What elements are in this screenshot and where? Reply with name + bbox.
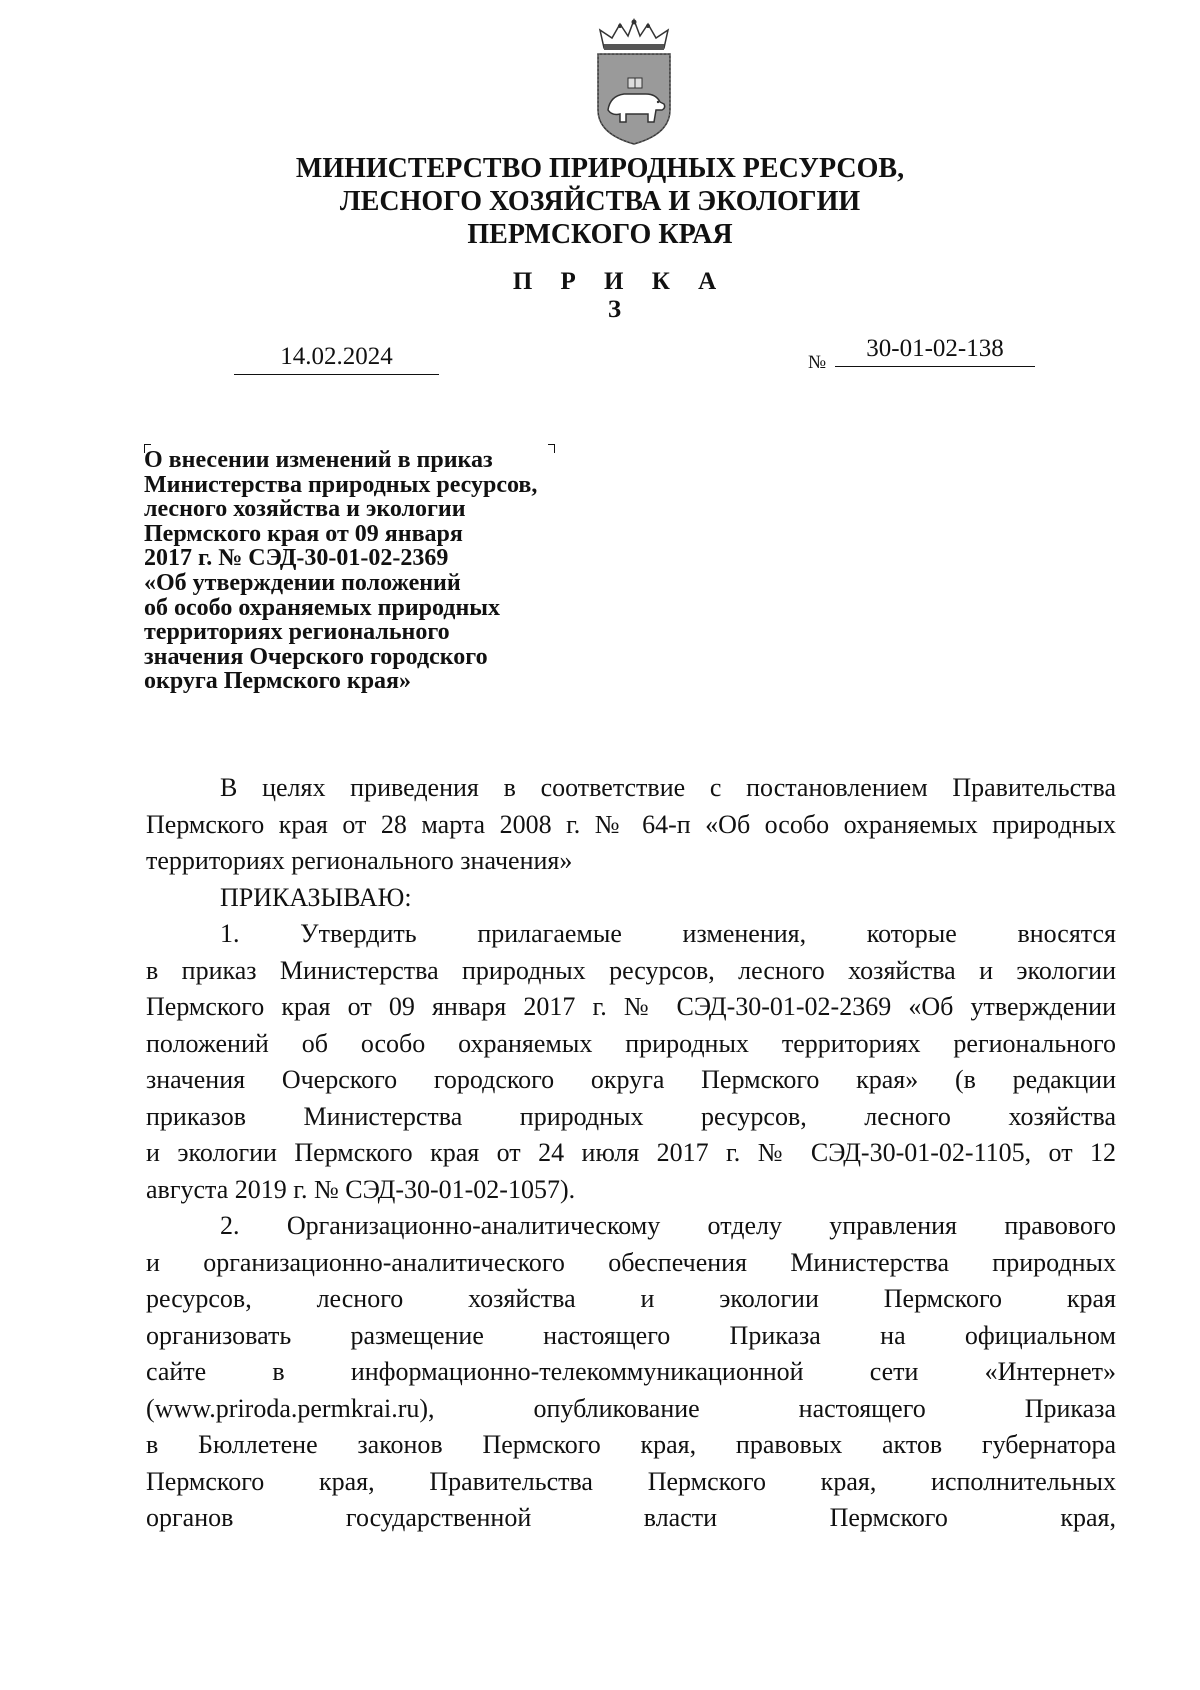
body-line: территориях регионального значения» [146,846,573,875]
body-line: сайте в информационно-телекоммуникационной сети «Интернет» [146,1357,1116,1386]
order-date: 14.02.2024 [234,340,439,375]
subject-line: «Об утверждении положений [144,569,461,596]
subject-line: О внесении изменений в приказ [144,447,493,473]
body-line: 2. Организационно-аналитическому отделу управления правового [220,1211,1116,1240]
subject-line: лесного хозяйства и экологии [144,496,466,523]
body-line: приказов Министерства природных ресурсов, лесного хозяйства [146,1101,1116,1131]
ministry-line: ЛЕСНОГО ХОЗЯЙСТВА И ЭКОЛОГИИ [339,186,861,217]
subject-line: округа Пермского края» [144,668,412,695]
body-line: В целях приведения в соответствие с постановлением Правительства [220,773,1116,802]
body-line: августа 2019 г. № СЭД-30-01-02-1057). [146,1174,576,1204]
body-line: организовать размещение настоящего Приказа на официальном [146,1320,1116,1350]
body-line: (www.priroda.permkrai.ru), опубликование настоящего Приказа [146,1393,1116,1423]
subject-line: 2017 г. № СЭД-30-01-02-2369 [144,545,449,572]
ministry-line: МИНИСТЕРСТВО ПРИРОДНЫХ РЕСУРСОВ, [295,153,905,184]
body-line: ресурсов, лесного хозяйства и экологии Пермского края [146,1284,1116,1313]
subject-line: значения Очерского городского [144,643,488,670]
body-line: и организационно-аналитического обеспечения Министерства природных [146,1247,1116,1277]
number-sign: № [808,352,827,373]
body-line: в Бюллетене законов Пермского края, правовых актов губернатора [146,1430,1116,1459]
ministry-line: ПЕРМСКОГО КРАЯ [467,219,733,250]
document-type-title: П Р И К А З [512,268,728,323]
body-line: в приказ Министерства природных ресурсов, лесного хозяйства и экологии [146,955,1116,985]
order-number: 30-01-02-138 [835,332,1035,367]
body-line: положений об особо охраняемых природных территориях регионального [146,1028,1116,1058]
body-line: и экологии Пермского края от 24 июля 2017 г. № СЭД-30-01-02-1105, от 12 [146,1138,1116,1167]
body-line: Пермского края, Правительства Пермского края, исполнительных [146,1466,1116,1496]
subject-line: Пермского края от 09 января [144,520,463,547]
body-line: ПРИКАЗЫВАЮ: [220,882,412,912]
subject-line: территориях регионального [144,619,450,646]
body-line: значения Очерского городского округа Пермского края» (в редакции [146,1065,1116,1094]
order-subject [144,448,664,694]
subject-line: Министерства природных ресурсов, [144,471,538,498]
perm-krai-coat-of-arms-icon [590,18,678,146]
body-line: Пермского края от 28 марта 2008 г. № 64-п «Об особо охраняемых природных [146,809,1116,839]
order-body [146,770,1116,1537]
subject-line: об особо охраняемых природных [144,594,501,621]
body-line: 1. Утвердить прилагаемые изменения, которые вносятся [220,919,1116,948]
body-line: Пермского края от 09 января 2017 г. № СЭД-30-01-02-2369 «Об утверждении [146,992,1116,1021]
body-line: органов государственной власти Пермского края, [146,1503,1116,1532]
ministry-name [200,152,1000,251]
